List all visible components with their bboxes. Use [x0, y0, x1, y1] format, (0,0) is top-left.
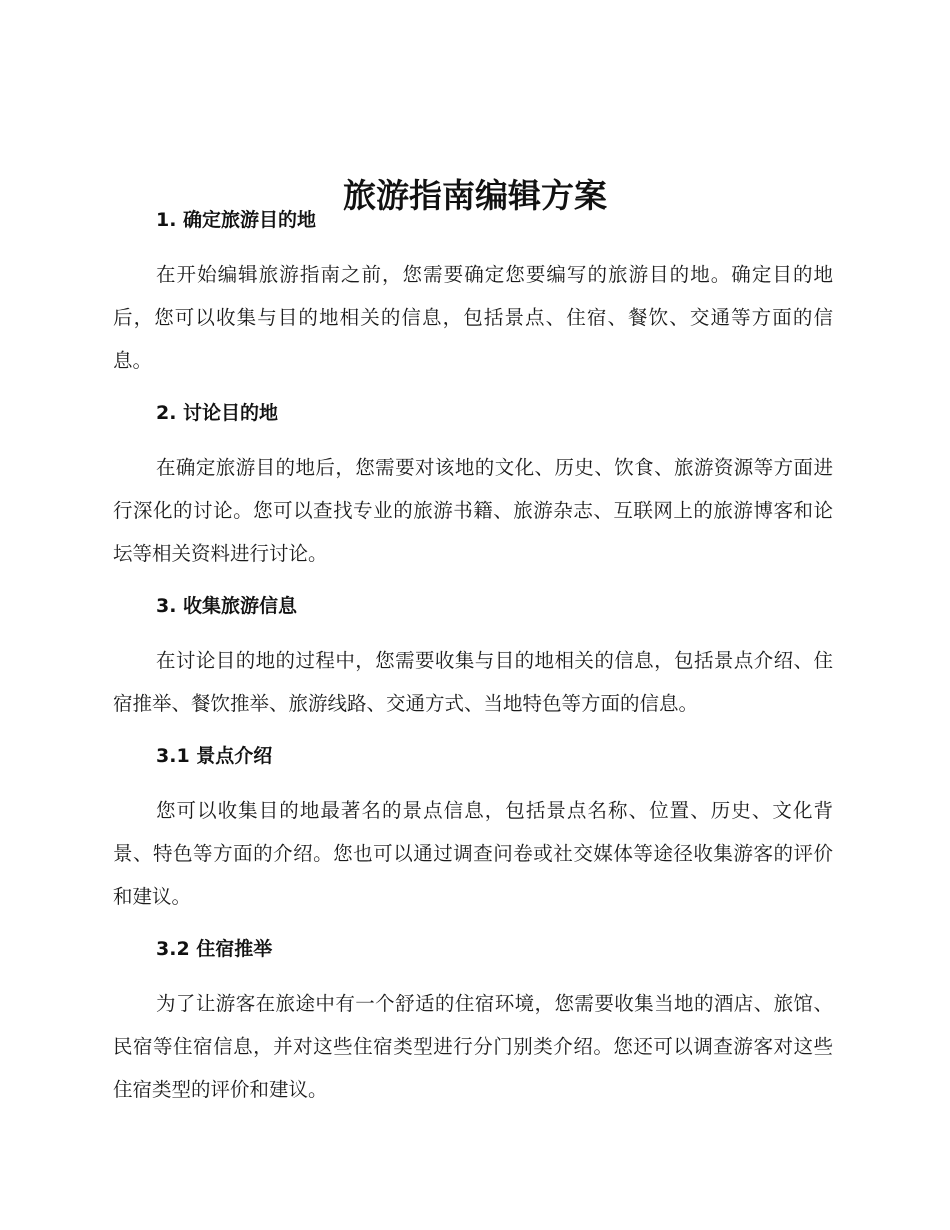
- section-paragraph: 在开始编辑旅游指南之前，您需要确定您要编写的旅游目的地。确定目的地后，您可以收集与目的地相关的信息，包括景点、住宿、餐饮、交通等方面的信息。: [113, 263, 833, 372]
- subsection-paragraph: 您可以收集目的地最著名的景点信息，包括景点名称、位置、历史、文化背景、特色等方面的介绍。您也可以通过调查问卷或社交媒体等途径收集游客的评价和建议。: [113, 799, 833, 908]
- section-paragraph: 在讨论目的地的过程中，您需要收集与目的地相关的信息，包括景点介绍、住宿推举、餐饮推举、旅游线路、交通方式、当地特色等方面的信息。: [113, 649, 833, 715]
- section-heading: 3. 收集旅游信息: [156, 595, 298, 617]
- section-paragraph: 在确定旅游目的地后，您需要对该地的文化、历史、饮食、旅游资源等方面进行深化的讨论。您可以查找专业的旅游书籍、旅游杂志、互联网上的旅游博客和论坛等相关资料进行讨论。: [113, 456, 833, 565]
- subsection-heading: 3.2 住宿推举: [156, 938, 273, 960]
- section-heading: 2. 讨论目的地: [156, 402, 279, 424]
- document-body: [113, 201, 833, 1111]
- subsection-heading: 3.1 景点介绍: [156, 745, 273, 767]
- document-title: 旅游指南编辑方案: [343, 176, 607, 216]
- section-heading: 1. 确定旅游目的地: [156, 209, 317, 231]
- subsection-paragraph: 为了让游客在旅途中有一个舒适的住宿环境，您需要收集当地的酒店、旅馆、民宿等住宿信息，并对这些住宿类型进行分门别类介绍。您还可以调查游客对这些住宿类型的评价和建议。: [113, 992, 833, 1101]
